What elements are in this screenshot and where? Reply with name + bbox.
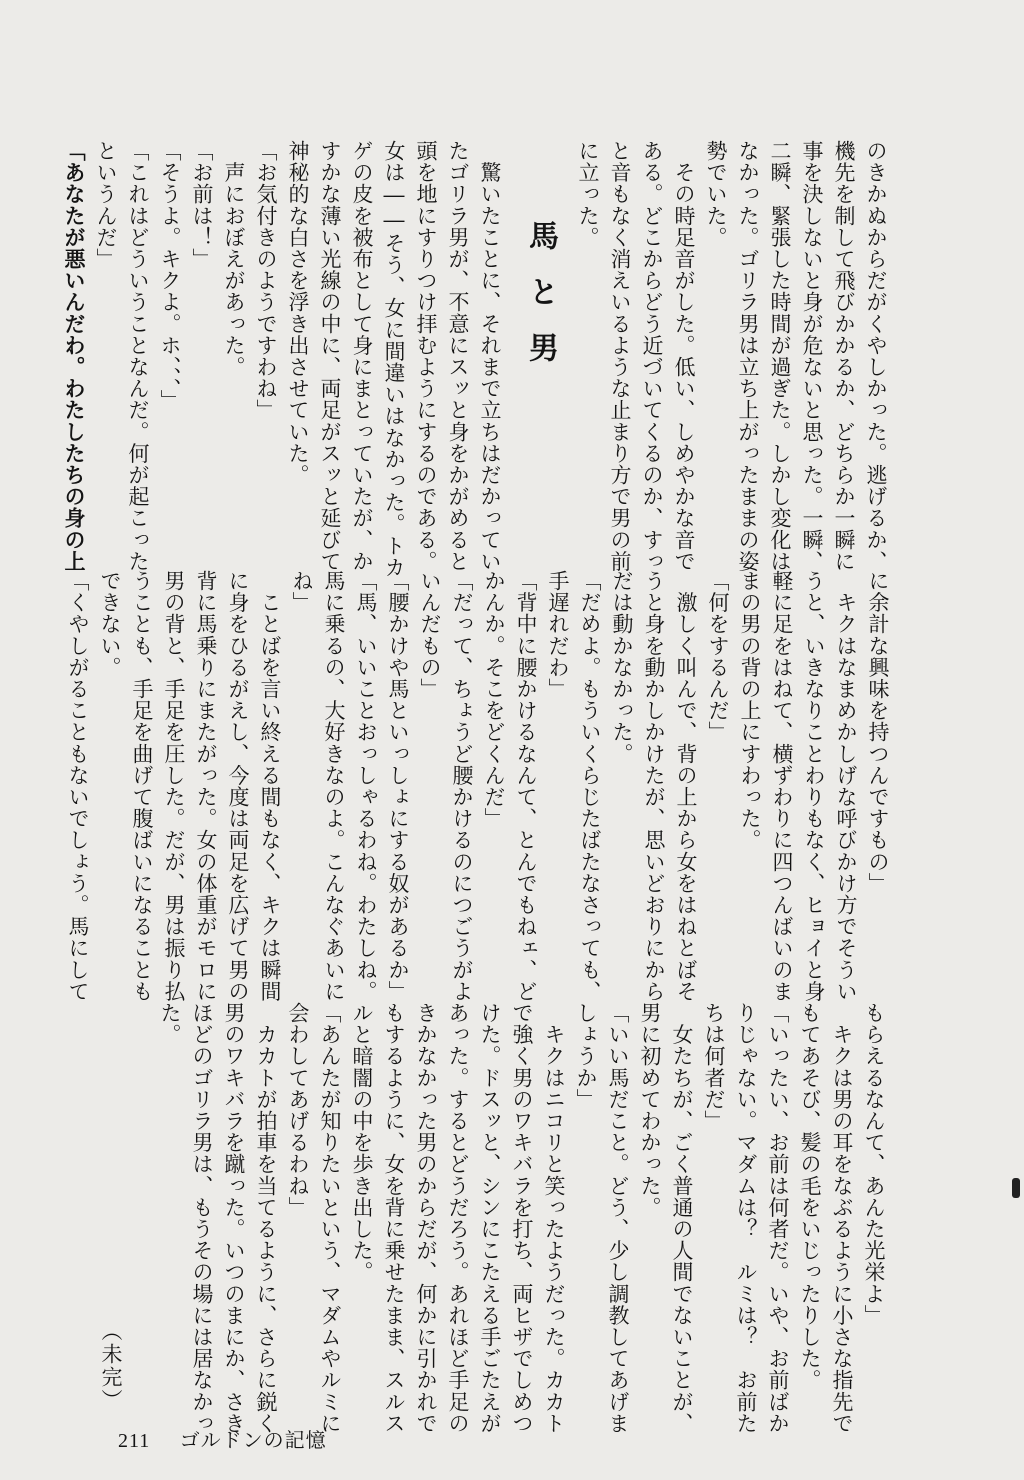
- text-line: まの男の背の上にすわった。: [738, 570, 762, 851]
- text-line: しょうか」: [574, 1002, 598, 1110]
- text-line: ゲの皮を被布として身にまとっていたが、か: [350, 140, 374, 572]
- text-line: 「これはどういうことなんだ。何が起こった: [126, 140, 150, 572]
- text-line: というんだ」: [94, 140, 118, 270]
- text-line: キクは男の耳をなぶるように小さな指先で: [830, 1002, 854, 1434]
- text-line: その時足音がした。低い、しめやかな音で: [672, 140, 696, 572]
- text-line: 「何をするんだ」: [706, 570, 730, 743]
- text-line: きかなかった男のからだが、何かに引かれで: [414, 1002, 438, 1434]
- text-line: 激しく叫んで、背の上から女をはねとばそ: [674, 570, 698, 1002]
- text-line: 二瞬、緊張した時間が過ぎた。しかし変化は: [768, 140, 792, 572]
- text-line: のきかぬからだがくやしかった。逃げるか、: [864, 140, 888, 572]
- text-line: ある。どこからどう近づいてくるのか、すっ: [640, 140, 664, 572]
- text-line: うことも、手足を曲げて腹ばいになることも: [130, 570, 154, 1002]
- text-line: ルと暗闇の中を歩き出した。: [350, 1002, 374, 1283]
- text-line: 「背中に腰かけるなんて、とんでもねェ、ど: [514, 570, 538, 1002]
- text-block-middle: [62, 570, 894, 1002]
- text-line: 「いい馬だこと。どう、少し調教してあげま: [606, 1002, 630, 1434]
- text-line: 勢でいた。: [704, 140, 728, 248]
- text-line: 男の背と、手足を圧した。だが、男は振り払: [162, 570, 186, 1002]
- text-line: ほどのゴリラ男は、もうその場には居なかっ: [190, 1002, 214, 1434]
- text-line: キクはなまめかしげな呼びかけ方でそうい: [834, 570, 858, 1002]
- text-line: できない。: [98, 570, 122, 678]
- text-line: ね」: [290, 570, 314, 614]
- text-block-upper-left: [58, 140, 506, 578]
- text-line: いんだもの」: [418, 570, 442, 700]
- text-line: なかった。ゴリラ男は立ち上がったままの姿: [736, 140, 760, 572]
- text-line: 男に初めてわかった。: [638, 1002, 662, 1218]
- text-line: すかな薄い光線の中に、両足がスッと延びて: [318, 140, 342, 572]
- text-line: 事を決しないと身が危ないと思った。一瞬、: [800, 140, 824, 572]
- text-line: 「馬、いいことおっしゃるわね。わたしね。: [354, 570, 378, 1002]
- text-block-lower: [154, 1002, 890, 1434]
- text-line: 馬に乗るの、大好きなのよ。こんなぐあいに: [322, 570, 346, 1002]
- text-line: た。: [158, 1002, 182, 1046]
- text-line: 「お前は！」: [190, 140, 214, 270]
- print-speck: [1012, 1178, 1020, 1198]
- text-line: 手遅れだわ」: [546, 570, 570, 700]
- text-line: 声におぼえがあった。: [222, 140, 246, 378]
- text-line: 会わしてあげるわね」: [286, 1002, 310, 1218]
- text-line: に立った。: [576, 140, 600, 248]
- text-line: カカトが拍車を当てるように、さらに鋭く: [254, 1002, 278, 1434]
- running-title: ゴルドンの記憶: [179, 1428, 327, 1452]
- text-line: あった。するとどうだろう。あれほど手足の: [446, 1002, 470, 1434]
- text-line: 女たちが、ごく普通の人間でないことが、: [670, 1002, 694, 1434]
- text-line: に余計な興味を持つんですもの」: [866, 570, 890, 894]
- text-line: 「腰かけや馬といっしょにする奴があるか」: [386, 570, 410, 1002]
- text-line: で強く男のワキバラを打ち、両ヒザでしめつ: [510, 1002, 534, 1434]
- text-line: 「くやしがることもないでしょう。馬にして: [66, 570, 90, 1002]
- text-line: ことばを言い終える間もなく、キクは瞬間: [258, 570, 282, 1002]
- text-line: りじゃない。マダムは？ ルミは？ お前た: [734, 1002, 758, 1434]
- text-line: 「そうよ。キクよ。ホ、、、」: [158, 140, 182, 411]
- text-line: キクはニコリと笑ったようだった。カカト: [542, 1002, 566, 1434]
- section-heading: 馬と男: [523, 220, 558, 388]
- page-footer: [118, 1424, 327, 1453]
- text-line: に身をひるがえし、今度は両足を広げて男の: [226, 570, 250, 1002]
- text-line: 「あなたが悪いんだわ。わたしたちの身の上: [62, 140, 87, 572]
- text-line: うと、いきなりことわりもなく、ヒョイと身: [802, 570, 826, 1002]
- text-line: と音もなく消えいるような止まり方で男の前: [608, 140, 632, 572]
- text-line: 神秘的な白さを浮き出させていた。: [286, 140, 310, 486]
- text-line: 頭を地にすりつけ拝むようにするのである。: [414, 140, 438, 572]
- text-block-upper-right: [572, 140, 892, 572]
- text-line: 「お気付きのようですわね」: [254, 140, 278, 421]
- text-line: 男のワキバラを蹴った。いつのまにか、さき: [222, 1002, 246, 1434]
- text-line: けた。ドスッと、シンにこたえる手ごたえが: [478, 1002, 502, 1434]
- text-line: 女は――そう、女に間違いはなかった。トカ: [382, 140, 406, 578]
- text-line: もするように、女を背に乗せたまま、スルス: [382, 1002, 406, 1434]
- text-line: かんか。そこをどくんだ」: [482, 570, 506, 830]
- text-line: 「だって、ちょうど腰かけるのにつごうがよ: [450, 570, 474, 1002]
- text-line: 驚いたことに、それまで立ちはだかってい: [478, 140, 502, 572]
- text-line: たゴリラ男が、不意にスッと身をかがめると: [446, 140, 470, 572]
- text-line: うと身を動かしかけたが、思いどおりにから: [642, 570, 666, 1002]
- text-line: もらえるなんて、あんた光栄よ」: [862, 1002, 886, 1326]
- text-line: だは動かなかった。: [610, 570, 634, 765]
- text-line: 「だめよ。もういくらじたばたなさっても、: [578, 570, 602, 1002]
- page-number: 211: [118, 1430, 151, 1452]
- text-line: 軽に足をはねて、横ずわりに四つんばいのま: [770, 570, 794, 1002]
- text-line: もてあそび、髪の毛をいじったりした。: [798, 1002, 822, 1391]
- text-line: ちは何者だ」: [702, 1002, 726, 1132]
- text-line: 機先を制して飛びかかるか、どちらか一瞬に: [832, 140, 856, 572]
- text-line: 「いったい、お前は何者だ。いや、お前ばか: [766, 1002, 790, 1434]
- closing-note: （未完）: [99, 1320, 123, 1412]
- text-line: 「あんたが知りたいという、マダムやルミに: [318, 1002, 342, 1434]
- text-line: 背に馬乗りにまたがった。女の体重がモロに: [194, 570, 218, 1002]
